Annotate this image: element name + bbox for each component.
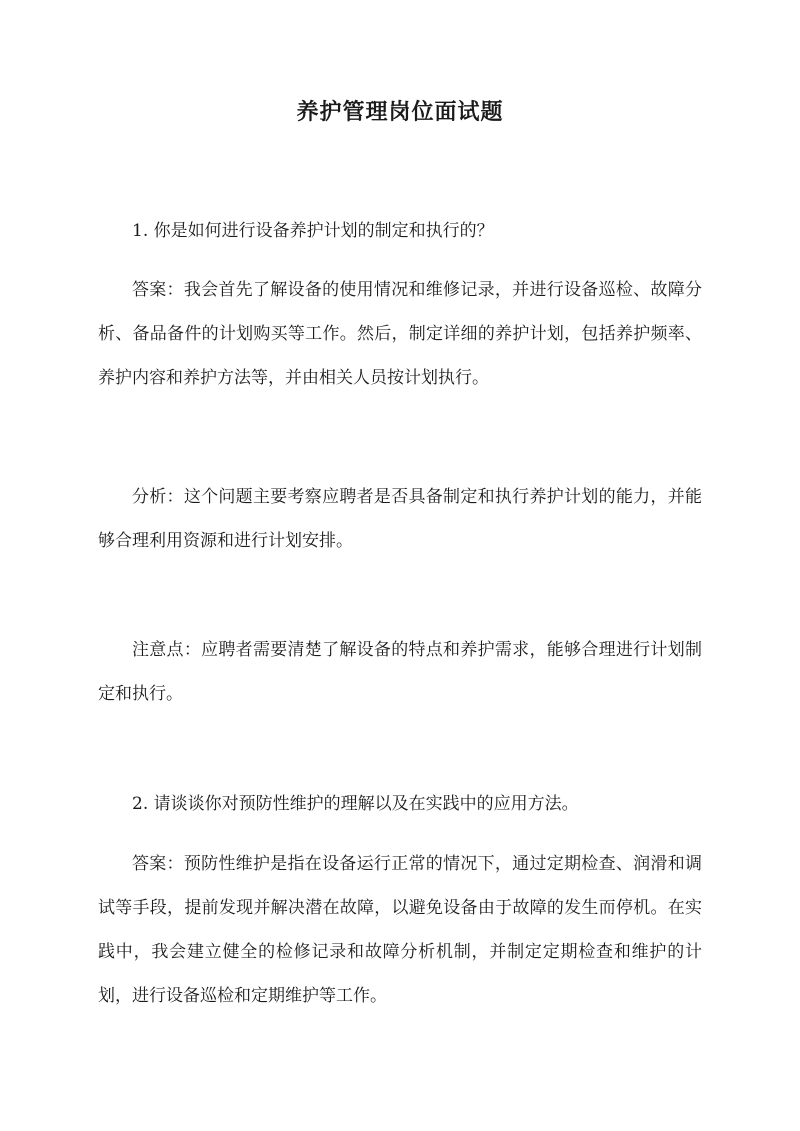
question-2: 2. 请谈谈你对预防性维护的理解以及在实践中的应用方法。: [132, 794, 579, 814]
answer-1: 答案：我会首先了解设备的使用情况和维修记录，并进行设备巡检、故障分析、备品备件的计划购买等工作。然后，制定详细的养护计划，包括养护频率、养护内容和养护方法等，并由相关人员按计划执行。: [98, 280, 702, 388]
answer-2: 答案：预防性维护是指在设备运行正常的情况下，通过定期检查、润滑和调试等手段，提前发现并解决潜在故障，以避免设备由于故障的发生而停机。在实践中，我会建立健全的检修记录和故障分析机制，并制定定期检查和维护的计划，进行设备巡检和定期维护等工作。: [98, 854, 702, 1006]
analysis-1: 分析：这个问题主要考察应聘者是否具备制定和执行养护计划的能力，并能够合理利用资源和进行计划安排。: [98, 487, 702, 551]
document-title: 养护管理岗位面试题: [296, 99, 504, 125]
question-1: 1. 你是如何进行设备养护计划的制定和执行的？: [132, 221, 494, 241]
notes-1: 注意点：应聘者需要清楚了解设备的特点和养护需求，能够合理进行计划制定和执行。: [98, 640, 702, 704]
